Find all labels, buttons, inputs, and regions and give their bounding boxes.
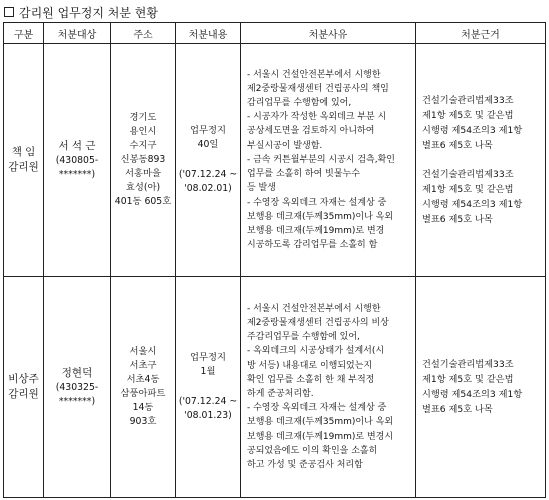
- role-text: 감리원: [8, 388, 39, 400]
- reason-line: 보행용 데크재(두께35mm)이나 옥외: [247, 417, 394, 428]
- address-line: 경기도: [129, 112, 157, 123]
- action-duration: 40일: [197, 139, 219, 150]
- target-name: 정현덕: [61, 366, 93, 379]
- address-line: 삼풍아파트: [120, 388, 166, 399]
- col-header-reason: 처분사유: [241, 23, 416, 44]
- address-line: 수지구: [129, 140, 157, 151]
- reason-line: 방 서등) 내용대로 이행되었는지: [247, 360, 373, 371]
- col-header-category: 구분: [4, 23, 44, 44]
- target-id: (430805-: [55, 154, 99, 166]
- role-text: 책 임: [11, 146, 36, 158]
- role-text: 감리원: [8, 161, 39, 173]
- action-period: '08.02.01): [184, 183, 232, 194]
- address-line: 신봉동893: [120, 154, 166, 165]
- reason-line: 제2중랑물재생센터 건립공사의 책임: [247, 83, 389, 94]
- checkbox-icon: [4, 7, 14, 17]
- sanction-table: [3, 22, 546, 498]
- role-cell: [4, 277, 44, 498]
- col-header-basis: 처분근거: [416, 23, 546, 44]
- reason-line: - 서울시 건설안전본부에서 시행한: [247, 69, 381, 80]
- basis-line: 시행령 제54조의3 제1항: [422, 199, 523, 210]
- reason-line: 보행용 데크재(두께19mm)로 변경시: [247, 431, 394, 442]
- reason-line: 제2중랑물재생센터 건립공사의 비상: [247, 317, 389, 328]
- basis-line: 별표6 제5호 나목: [422, 140, 493, 151]
- basis-cell: [416, 44, 546, 277]
- address-line: 401동 605호: [114, 196, 172, 207]
- reason-cell: [241, 277, 416, 498]
- reason-line: - 옥외데크의 시공상태가 설계서(시: [247, 346, 385, 357]
- basis-line: 건설기술관리법제33조: [422, 95, 514, 106]
- basis-line: 제1항 제5호 및 같은법: [422, 110, 514, 121]
- reason-line: - 수영장 옥외데크 자재는 설계상 중: [247, 403, 387, 414]
- target-cell: [44, 44, 111, 277]
- basis-line: 제1항 제5호 및 같은법: [422, 184, 514, 195]
- address-cell: [111, 44, 176, 277]
- reason-line: 하게 준공처리함.: [247, 389, 314, 399]
- basis-line: 시행령 제54조의3 제1항: [422, 389, 523, 400]
- address-line: 903호: [129, 416, 157, 427]
- basis-line: 별표6 제5호 나목: [422, 404, 493, 415]
- address-line: 14동: [132, 402, 154, 413]
- reason-list: [247, 68, 412, 253]
- reason-line: - 서울시 건설안전본부에서 시행한: [247, 303, 381, 314]
- action-duration: 1월: [200, 366, 216, 377]
- reason-cell: [241, 44, 416, 277]
- reason-line: - 시공자가 작성한 옥외데크 부분 시: [247, 112, 387, 123]
- reason-line: 확인 업무를 소홀히 한 채 부적정: [247, 374, 375, 385]
- basis-line: 건설기술관리법제33조: [422, 169, 514, 180]
- reason-line: 공되었음에도 이의 확인을 소홀히: [247, 445, 378, 456]
- basis-group: [422, 167, 543, 227]
- target-name: 서 석 근: [58, 139, 96, 152]
- reason-line: 보행용 데크재(두께35mm)이나 옥외: [247, 211, 394, 222]
- address-line: 서초구: [129, 360, 157, 371]
- table-row: [4, 44, 546, 277]
- address-line: 서울시: [129, 346, 157, 357]
- address-line: 용인시: [129, 126, 157, 137]
- reason-line: - 금속 커튼월부분의 시공시 검측,확인: [247, 154, 395, 165]
- basis-group: [422, 357, 543, 417]
- action-period: ('07.12.24 ~: [178, 396, 238, 407]
- action-period: ('07.12.24 ~: [178, 169, 238, 180]
- target-id: *******): [58, 395, 96, 407]
- action-type: 업무정지: [190, 352, 226, 363]
- reason-line: 공상세도면을 검토하지 아니하여: [247, 126, 375, 137]
- reason-line: 등 발생: [247, 183, 276, 194]
- action-cell: [176, 44, 241, 277]
- header-row: [4, 23, 546, 44]
- address-line: 서초4동: [126, 374, 160, 385]
- reason-line: 주감리업무를 수행함에 있어,: [247, 332, 360, 343]
- reason-line: 부실시공이 발생함.: [247, 140, 323, 151]
- page-title: [4, 3, 158, 21]
- address-line: 효성(아): [125, 182, 161, 193]
- basis-line: 제1항 제5호 및 같은법: [422, 374, 514, 385]
- col-header-target: 처분대상: [44, 23, 111, 44]
- basis-cell: [416, 277, 546, 498]
- role-text: 비상주: [8, 373, 39, 385]
- reason-line: 보행용 데크재(두께19mm)로 변경: [247, 225, 385, 236]
- basis-line: 시행령 제54조의3 제1항: [422, 125, 523, 136]
- action-cell: [176, 277, 241, 498]
- reason-line: 감리업무를 수행함에 있어,: [247, 98, 352, 109]
- action-period: '08.01.23): [184, 410, 232, 421]
- table-row: [4, 277, 546, 498]
- address-line: 서홍마을: [125, 168, 161, 179]
- basis-line: 건설기술관리법제33조: [422, 359, 514, 370]
- role-cell: [4, 44, 44, 277]
- reason-line: - 수영장 옥외데크 자재는 설계상 중: [247, 197, 387, 208]
- basis-line: 별표6 제5호 나목: [422, 214, 493, 225]
- target-cell: [44, 277, 111, 498]
- col-header-address: 주소: [111, 23, 176, 44]
- reason-line: 업무를 소홀히 하여 빗물누수: [247, 169, 360, 180]
- address-cell: [111, 277, 176, 498]
- basis-group: [422, 93, 543, 153]
- action-type: 업무정지: [190, 125, 226, 136]
- page-title-text: 감리원 업무정지 처분 현황: [19, 5, 158, 20]
- target-id: *******): [58, 168, 96, 180]
- reason-line: 하고 가성 및 준공검사 처리함: [247, 460, 363, 471]
- col-header-action: 처분내용: [176, 23, 241, 44]
- target-id: (430325-: [55, 381, 99, 393]
- reason-list: [247, 302, 412, 472]
- reason-line: 시공하도록 감리업무를 소홀히 함: [247, 240, 378, 251]
